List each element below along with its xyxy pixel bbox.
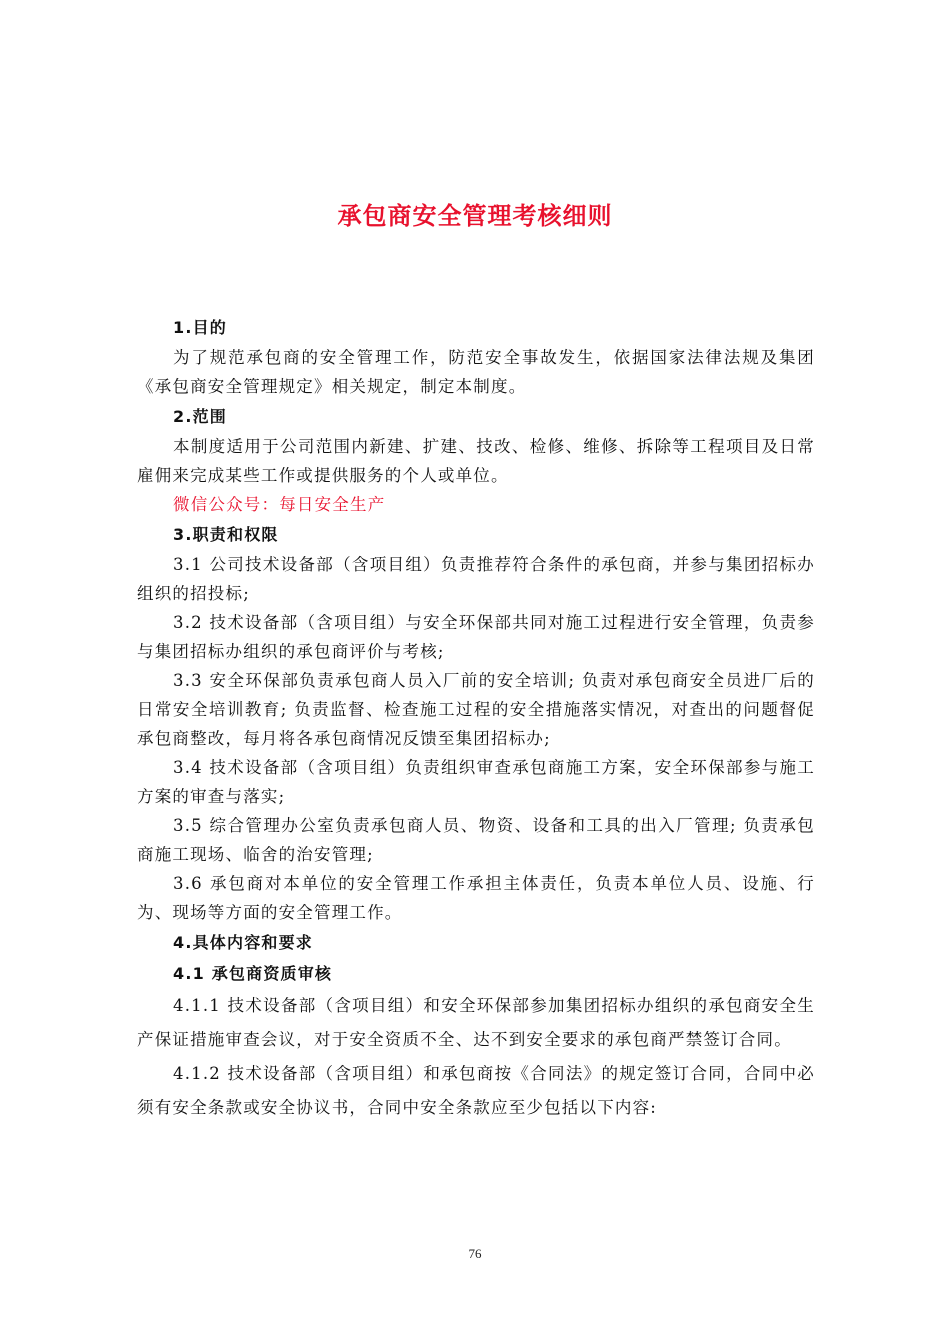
section-4-1-1: 4.1.1 技术设备部（含项目组）和安全环保部参加集团招标办组织的承包商安全生产保证措施审查会议，对于安全资质不全、达不到安全要求的承包商严禁签订合同。 (137, 996, 815, 1049)
wechat-note: 微信公众号：每日安全生产 (173, 495, 386, 514)
section-4-1-heading: 4.1 承包商资质审核 (173, 964, 333, 983)
section-3-5: 3.5 综合管理办公室负责承包商人员、物资、设备和工具的出入厂管理; 负责承包商施工现场、临舍的治安管理; (137, 816, 815, 864)
section-3-4: 3.4 技术设备部（含项目组）负责组织审查承包商施工方案，安全环保部参与施工方案的审查与落实; (137, 758, 815, 806)
page-number: 76 (468, 1246, 482, 1261)
section-3-heading: 3.职责和权限 (173, 525, 279, 544)
section-3-2: 3.2 技术设备部（含项目组）与安全环保部共同对施工过程进行安全管理，负责参与集团招标办组织的承包商评价与考核; (137, 613, 815, 661)
section-3-6: 3.6 承包商对本单位的安全管理工作承担主体责任，负责本单位人员、设施、行为、现场等方面的安全管理工作。 (137, 874, 815, 922)
section-4-heading: 4.具体内容和要求 (173, 933, 314, 952)
section-4-1-2: 4.1.2 技术设备部（含项目组）和承包商按《合同法》的规定签订合同，合同中必须有安全条款或安全协议书，合同中安全条款应至少包括以下内容: (137, 1064, 815, 1117)
document-title: 承包商安全管理考核细则 (337, 202, 613, 230)
section-1-text: 为了规范承包商的安全管理工作，防范安全事故发生，依据国家法律法规及集团《承包商安全管理规定》相关规定，制定本制度。 (137, 348, 815, 396)
section-3-1: 3.1 公司技术设备部（含项目组）负责推荐符合条件的承包商，并参与集团招标办组织的招投标; (137, 555, 815, 603)
section-1-heading: 1.目的 (173, 318, 228, 337)
section-2-heading: 2.范围 (173, 407, 228, 426)
section-2-text: 本制度适用于公司范围内新建、扩建、技改、检修、维修、拆除等工程项目及日常雇佣来完成某些工作或提供服务的个人或单位。 (137, 437, 815, 485)
section-3-3: 3.3 安全环保部负责承包商人员入厂前的安全培训; 负责对承包商安全员进厂后的日常安全培训教育; 负责监督、检查施工过程的安全措施落实情况，对查出的问题督促承包商整改，每月将各承包商情况反馈至集团招标办; (137, 671, 815, 748)
document-body (137, 312, 815, 1125)
